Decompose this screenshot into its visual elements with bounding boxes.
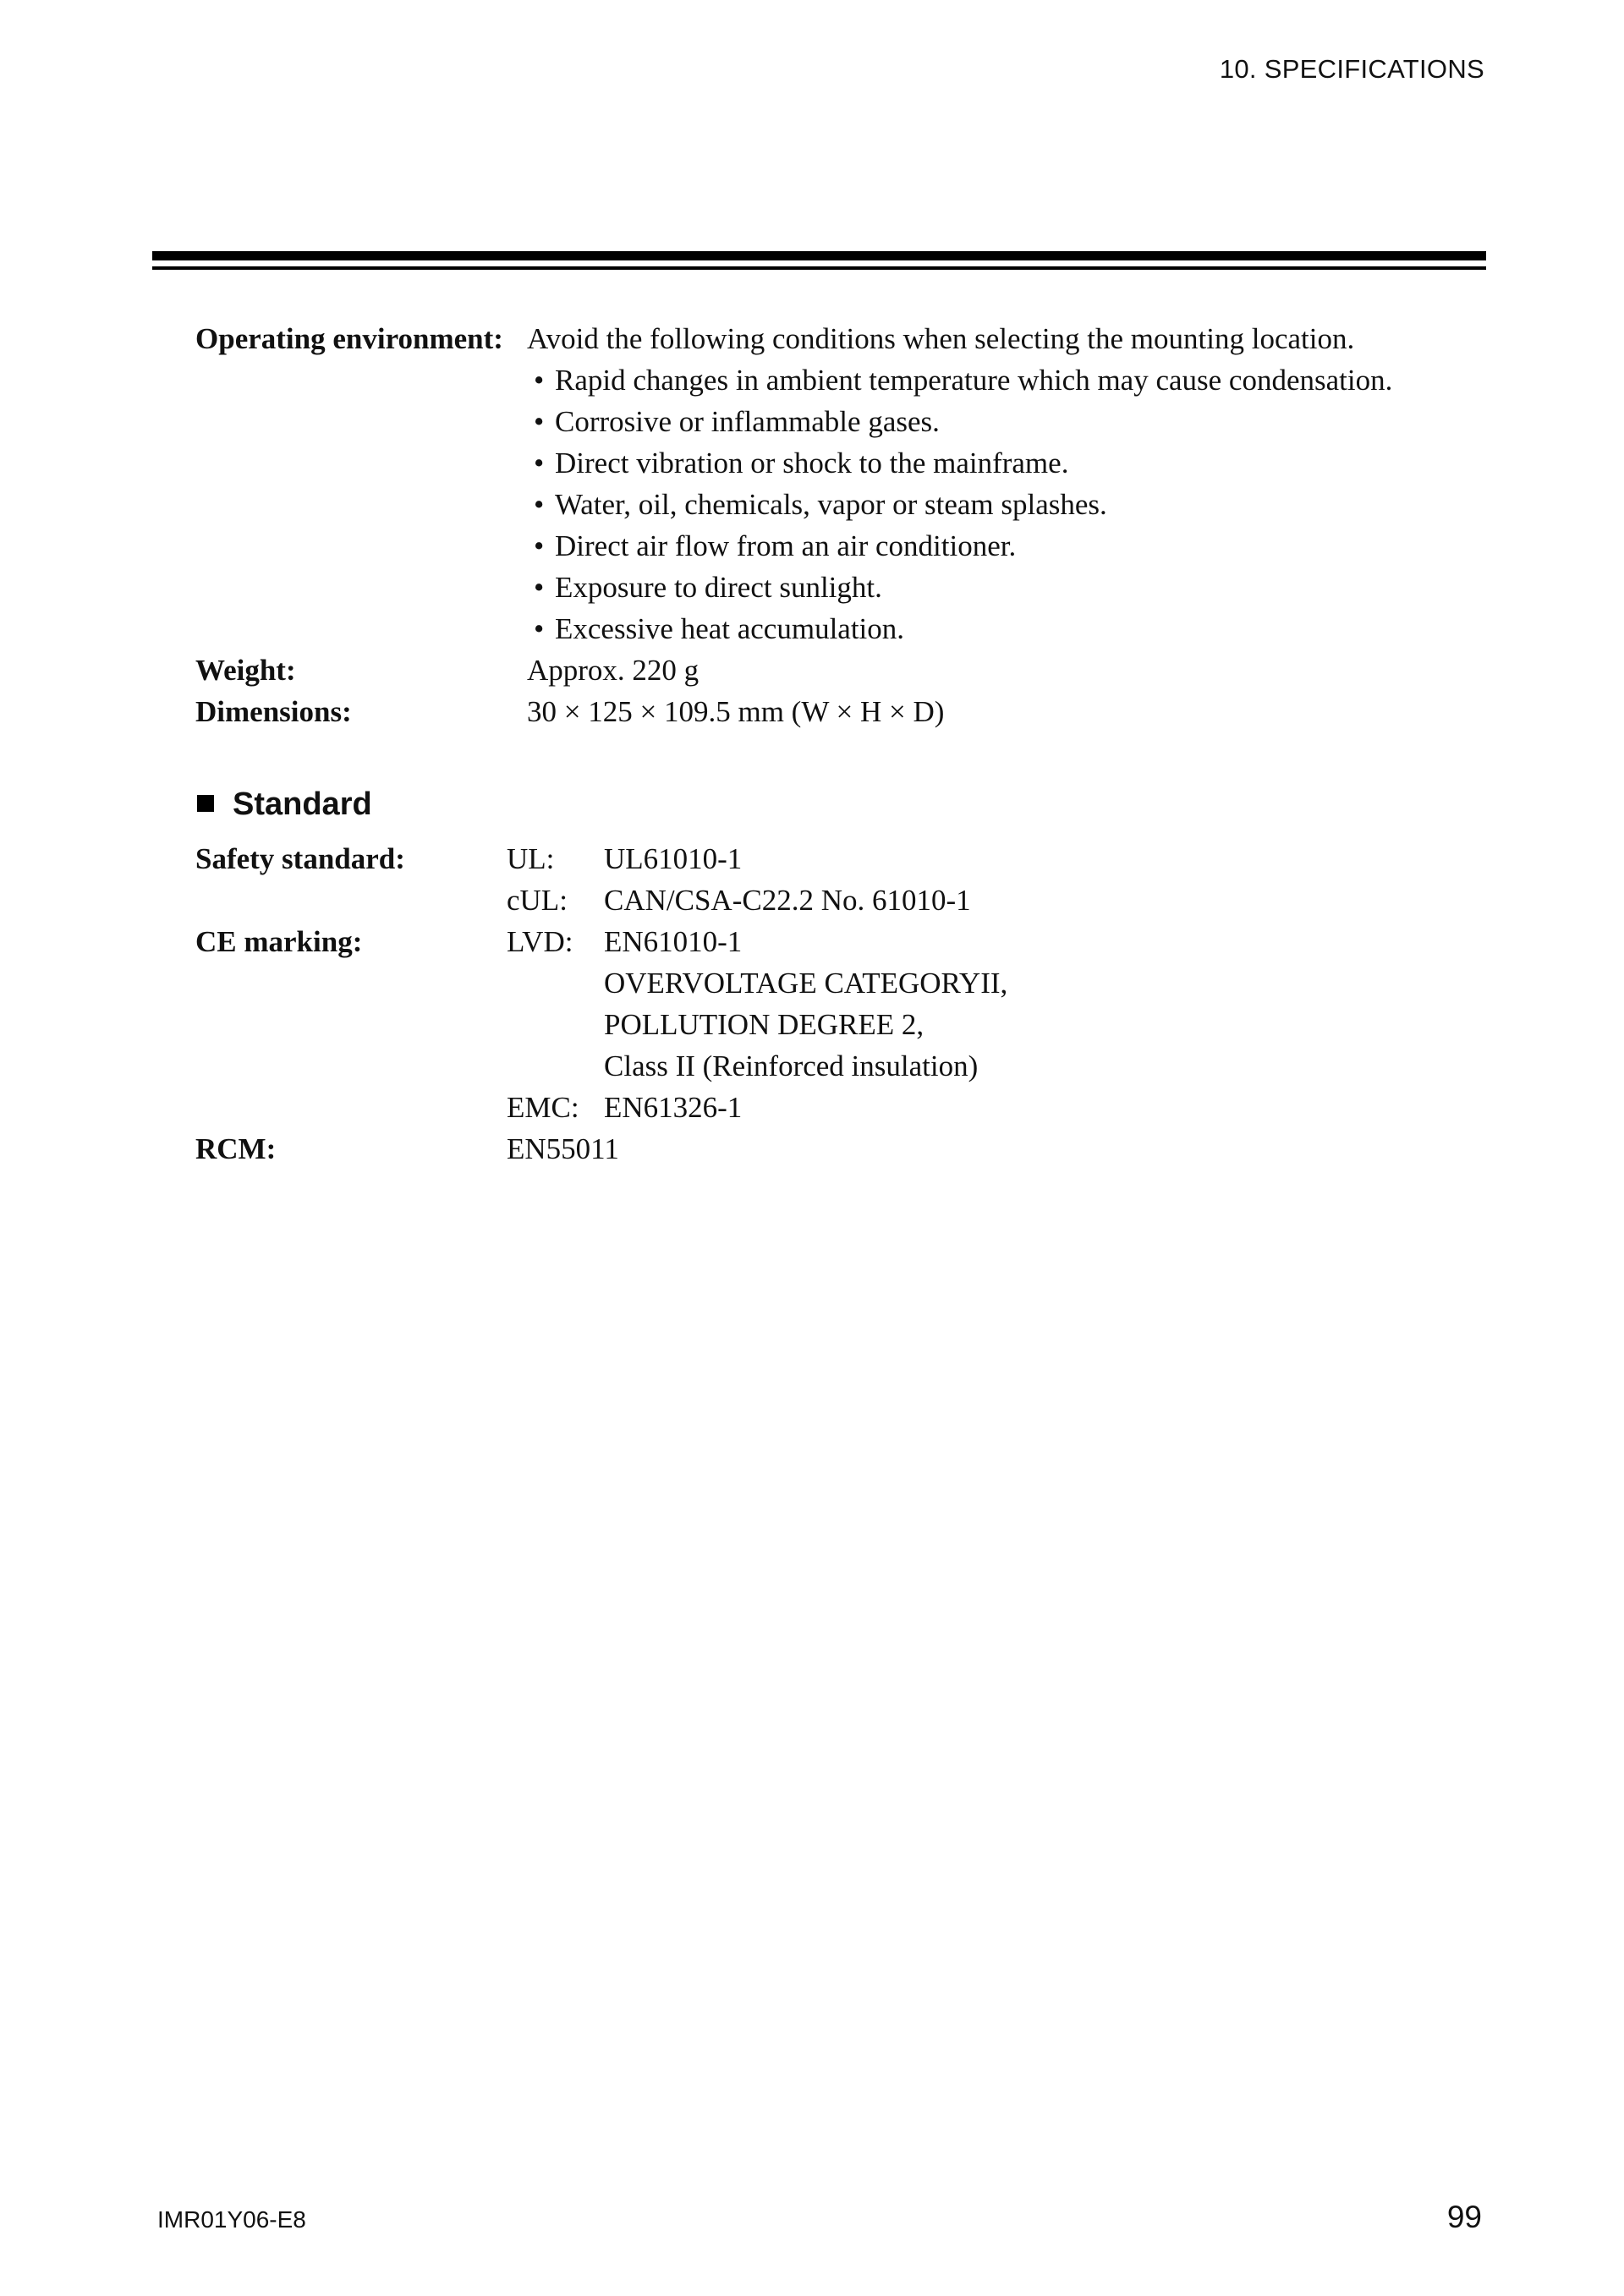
standard-value-emc: EN61326-1 bbox=[604, 1091, 743, 1124]
standard-value-lvd-line: POLLUTION DEGREE 2, bbox=[604, 1008, 924, 1041]
header-rule-thick bbox=[152, 251, 1486, 260]
condition-item: • Direct air flow from an air conditioner. bbox=[534, 525, 1016, 567]
condition-item: • Direct vibration or shock to the mainframe. bbox=[534, 442, 1068, 484]
standard-key-cul: cUL: bbox=[507, 884, 568, 917]
condition-item: • Rapid changes in ambient temperature which may cause condensation. bbox=[534, 359, 1392, 401]
standard-value-lvd-line: Class II (Reinforced insulation) bbox=[604, 1049, 979, 1082]
spec-label-operating-environment: Operating environment: bbox=[195, 322, 503, 355]
spec-value-dimensions: 30 × 125 × 109.5 mm (W × H × D) bbox=[527, 695, 945, 728]
spec-value-operating-environment: Avoid the following conditions when selecting the mounting location. bbox=[527, 322, 1355, 355]
standard-label-safety: Safety standard: bbox=[195, 842, 405, 875]
condition-item: • Excessive heat accumulation. bbox=[534, 608, 904, 649]
standard-label-ce: CE marking: bbox=[195, 925, 363, 958]
standard-key-emc: EMC: bbox=[507, 1091, 579, 1124]
standard-value-rcm: EN55011 bbox=[507, 1132, 619, 1165]
spec-value-weight: Approx. 220 g bbox=[527, 654, 700, 687]
standard-value-lvd-line: OVERVOLTAGE CATEGORYII, bbox=[604, 967, 1008, 1000]
spec-label-weight: Weight: bbox=[195, 654, 296, 687]
footer-doc-code: IMR01Y06-E8 bbox=[157, 2206, 306, 2233]
standard-label-rcm: RCM: bbox=[195, 1132, 277, 1165]
page-number: 99 bbox=[1446, 2200, 1482, 2234]
standard-key-lvd: LVD: bbox=[507, 925, 573, 958]
condition-item: • Water, oil, chemicals, vapor or steam splashes. bbox=[534, 484, 1107, 525]
section-heading-standard bbox=[197, 783, 372, 825]
condition-item: • Exposure to direct sunlight. bbox=[534, 567, 882, 608]
section-heading-text: Standard bbox=[233, 786, 372, 822]
square-bullet-icon bbox=[197, 795, 214, 812]
standard-value-lvd: EN61010-1 bbox=[604, 925, 743, 958]
standard-value-ul: UL61010-1 bbox=[604, 842, 743, 875]
condition-item: • Corrosive or inflammable gases. bbox=[534, 401, 940, 442]
standard-value-cul: CAN/CSA-C22.2 No. 61010-1 bbox=[604, 884, 971, 917]
header-rule-thin bbox=[152, 266, 1486, 270]
standard-key-ul: UL: bbox=[507, 842, 555, 875]
running-header: 10. SPECIFICATIONS bbox=[1219, 54, 1484, 84]
spec-label-dimensions: Dimensions: bbox=[195, 695, 352, 728]
